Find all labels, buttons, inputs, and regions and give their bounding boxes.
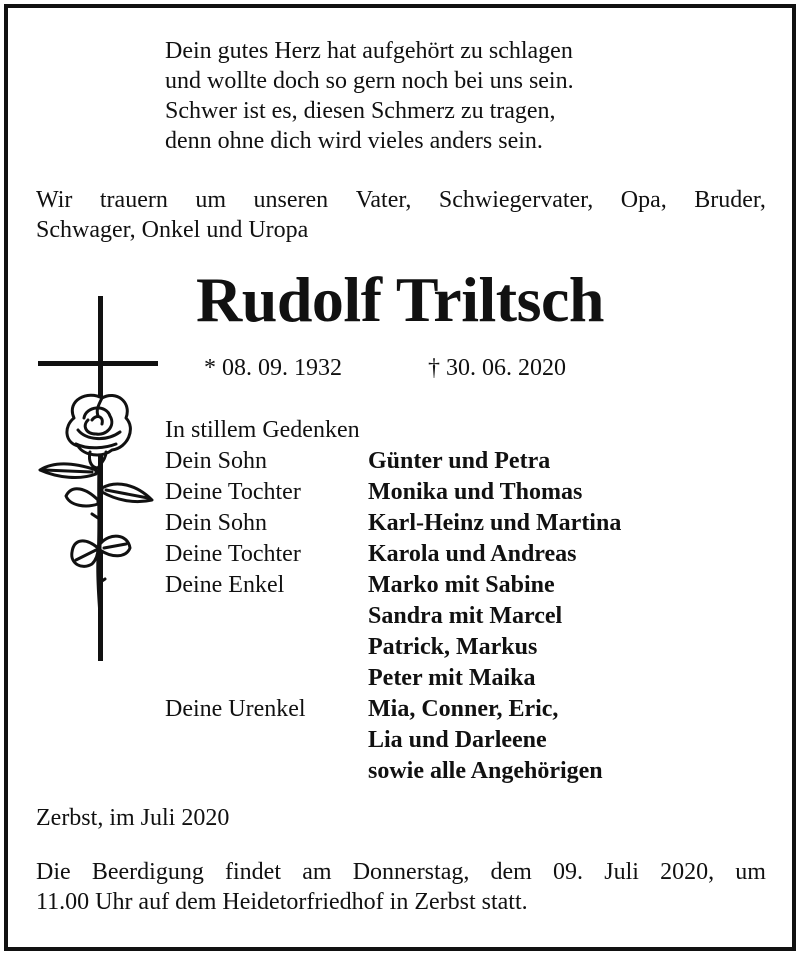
mourner-relation: Dein Sohn [165, 510, 267, 536]
word: 09. [553, 859, 584, 885]
funeral-info [36, 857, 766, 917]
word: am [302, 859, 332, 885]
word: trauern [99, 187, 168, 213]
mourner-names: Lia und Darleene [368, 727, 547, 753]
list-item [165, 725, 621, 756]
poem-line: Dein gutes Herz hat aufgehört zu schlagen [165, 38, 573, 64]
poem [165, 36, 665, 156]
mourner-names: Patrick, Markus [368, 634, 538, 660]
intro-line-2: Schwager, Onkel und Uropa [36, 217, 309, 243]
word: Juli [604, 859, 639, 885]
mourner-relation: Dein Sohn [165, 448, 267, 474]
list-item [165, 477, 621, 508]
list-item [165, 663, 621, 694]
poem-line: denn ohne dich wird vieles anders sein. [165, 128, 543, 154]
word: Vater, [355, 187, 412, 213]
cross-bar [38, 361, 158, 366]
intro-text [36, 185, 766, 245]
mourner-names: Marko mit Sabine [368, 572, 555, 598]
mourner-names: Mia, Conner, Eric, [368, 696, 559, 722]
list-item [165, 694, 621, 725]
list-item [165, 632, 621, 663]
mourner-relation: In stillem Gedenken [165, 417, 360, 443]
mourner-relation [165, 632, 368, 663]
mourner-relation [165, 663, 368, 694]
mourner-names: Karl-Heinz und Martina [368, 510, 622, 536]
deceased-name: Rudolf Triltsch [196, 264, 604, 335]
list-item [165, 570, 621, 601]
mourner-names: Monika und Thomas [368, 479, 583, 505]
list-item [165, 446, 621, 477]
mourners-list [165, 415, 621, 787]
mourner-relation: Deine Enkel [165, 572, 285, 598]
poem-line: und wollte doch so gern noch bei uns sein. [165, 68, 574, 94]
mourner-relation [165, 756, 368, 787]
mourner-relation [165, 601, 368, 632]
poem-line: Schwer ist es, diesen Schmerz zu tragen, [165, 98, 556, 124]
word: findet [225, 859, 281, 885]
word: unseren [253, 187, 329, 213]
birth-date: * 08. 09. 1932 [204, 355, 342, 381]
list-item [165, 539, 621, 570]
list-item [165, 508, 621, 539]
word: Opa, [620, 187, 667, 213]
rose-icon [36, 388, 166, 618]
word: um [735, 859, 766, 885]
mourner-names: Sandra mit Marcel [368, 603, 563, 629]
mourner-names: sowie alle Angehörigen [368, 758, 603, 784]
intro-line-1 [36, 185, 766, 215]
place-date: Zerbst, im Juli 2020 [36, 805, 230, 831]
word: dem [490, 859, 532, 885]
mourner-names: Günter und Petra [368, 448, 551, 474]
funeral-line-2: 11.00 Uhr auf dem Heidetorfriedhof in Zerbst statt. [36, 889, 528, 915]
funeral-line-1 [36, 857, 766, 887]
list-item [165, 415, 621, 446]
word: Bruder, [694, 187, 766, 213]
mourner-names: Karola und Andreas [368, 541, 577, 567]
mourner-relation [165, 725, 368, 756]
mourner-relation: Deine Tochter [165, 479, 301, 505]
word: Donnerstag, [352, 859, 470, 885]
mourner-relation: Deine Tochter [165, 541, 301, 567]
death-date: † 30. 06. 2020 [428, 355, 566, 381]
list-item [165, 756, 621, 787]
word: 2020, [660, 859, 715, 885]
list-item [165, 601, 621, 632]
word: Wir [36, 187, 73, 213]
word: Die [36, 859, 71, 885]
mourner-relation: Deine Urenkel [165, 696, 306, 722]
mourner-names: Peter mit Maika [368, 665, 536, 691]
word: Beerdigung [91, 859, 204, 885]
word: um [195, 187, 227, 213]
word: Schwiegervater, [438, 187, 594, 213]
